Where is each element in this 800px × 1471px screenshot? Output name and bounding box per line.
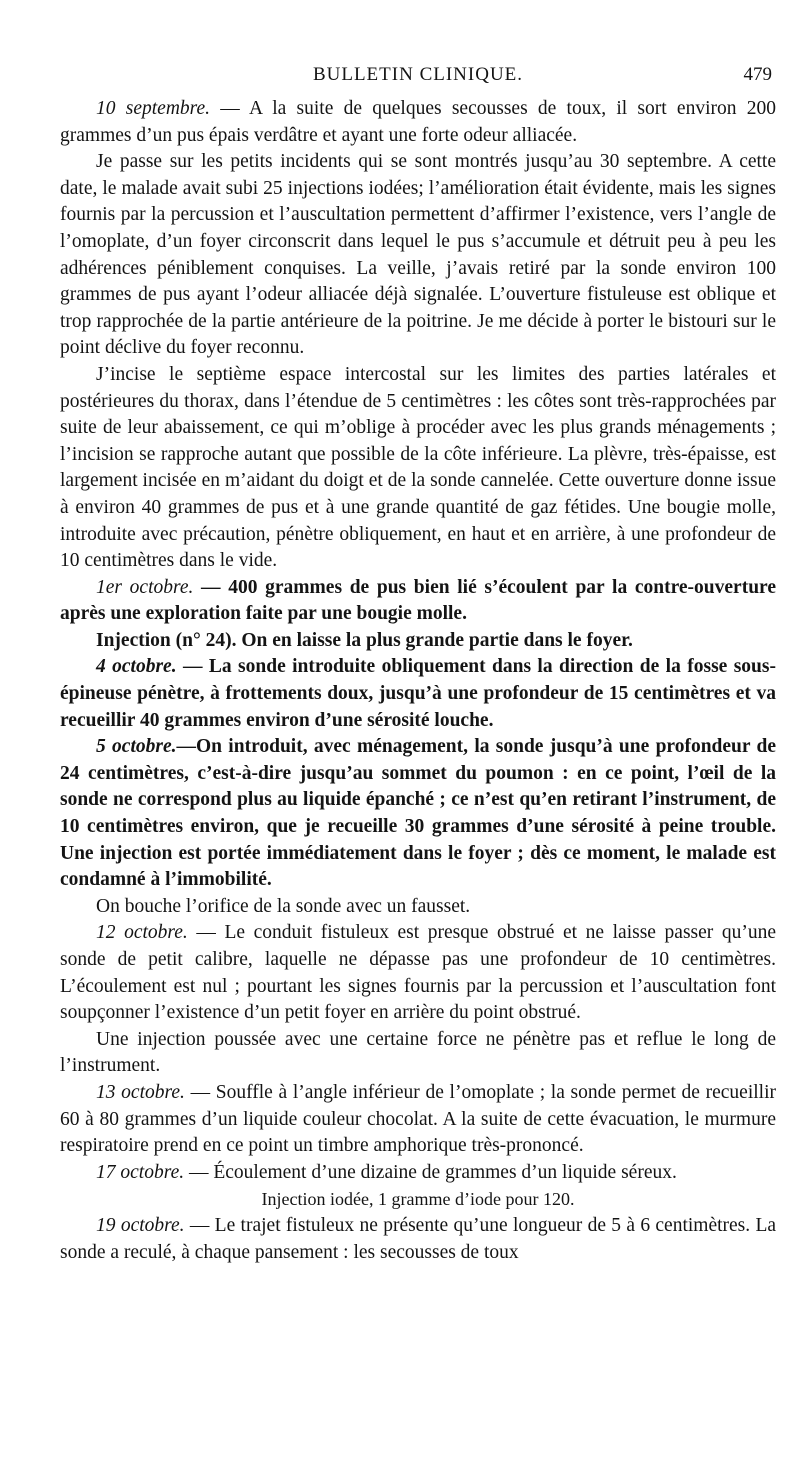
- paragraph-text: — Écoulement d’une dizaine de grammes d’un liquide séreux.: [184, 1161, 677, 1183]
- paragraph: [60, 1160, 776, 1187]
- paragraph: [60, 96, 776, 149]
- paragraph: [60, 654, 776, 734]
- paragraph-text: — Souffle à l’angle inférieur de l’omoplate ; la sonde permet de recueillir 60 à 80 grammes d’un liquide couleur chocolat. A la suite de cette évacuation, le murmure respiratoire prend en ce point un timbre amphorique très-prononcé.: [60, 1081, 776, 1157]
- paragraph: [60, 149, 776, 362]
- paragraph: [60, 1080, 776, 1160]
- paragraph-text: — A la suite de quelques secousses de toux, il sort environ 200 grammes d’un pus épais verdâtre et ayant une forte odeur alliacée.: [60, 98, 776, 146]
- paragraph-text: Une injection poussée avec une certaine force ne pénètre pas et reflue le long de l’instrument.: [60, 1028, 776, 1077]
- paragraph: [60, 734, 776, 894]
- paragraph-text: — La sonde introduite obliquement dans la direction de la fosse sous-épineuse pénètre, à frottements doux, jusqu’à une profondeur de 15 centimètres et va recueillir 40 grammes environ d’une sérosité louche.: [60, 656, 776, 731]
- paragraph: [60, 1186, 776, 1213]
- page-header: [60, 64, 776, 90]
- entry-date: 10 septembre.: [96, 98, 211, 119]
- paragraph: [60, 894, 776, 921]
- paragraph-text: Injection (n° 24). On en laisse la plus grande partie dans le foyer.: [96, 629, 633, 651]
- paragraph: [60, 1213, 776, 1266]
- paragraph-text: J’incise le septième espace intercostal sur les limites des parties latérales et postérieures du thorax, dans l’étendue de 5 centimètres : les côtes sont très-rapprochées par suite de leur abaissement, ce qui m’oblige à procéder avec les plus grands ménagements ; l’incision se rapproche autant que possible de la côte inférieure. La plèvre, très-épaisse, est largement incisée en m’aidant du doigt et de la sonde cannelée. Cette ouverture donne issue à environ 40 grammes de pus et à une grande quantité de gaz fétides. Une bougie molle, introduite avec précaution, pénètre obliquement, en haut et en arrière, à une profondeur de 10 centimètres dans le vide.: [60, 363, 776, 572]
- paragraph-text: —On introduit, avec ménagement, la sonde jusqu’à une profondeur de 24 centimètres, c’est-à-dire jusqu’au sommet du poumon : en ce point, l’œil de la sonde ne correspond plus au liquide épanché ; ce n’est qu’en retirant l’instrument, de 10 centimètres environ, que je recueille 30 grammes d’une sérosité à peine trouble. Une injection est portée immédiatement dans le foyer ; dès ce moment, le malade est condamné à l’immobilité.: [60, 736, 776, 891]
- entry-date: 19 octobre.: [96, 1214, 185, 1236]
- paragraph-text: — 400 grammes de pus bien lié s’écoulent par la contre-ouverture après une exploration faite par une bougie molle.: [60, 576, 777, 625]
- body-text: [60, 96, 776, 1266]
- paragraph: [60, 1027, 776, 1080]
- paragraph-text: — Le trajet fistuleux ne présente qu’une longueur de 5 à 6 centimètres. La sonde a reculé, à chaque pansement : les secousses de toux: [60, 1214, 777, 1263]
- paragraph-text: On bouche l’orifice de la sonde avec un fausset.: [96, 895, 471, 917]
- paragraph-text: — Le conduit fistuleux est presque obstrué et ne laisse passer qu’une sonde de petit calibre, laquelle ne dépasse pas une profondeur de 10 centimètres. L’écoulement est nul ; pourtant les signes fournis par la percussion et l’auscultation font soupçonner l’existence d’un petit foyer en arrière du point obstrué.: [60, 922, 777, 1024]
- paragraph: [60, 575, 776, 628]
- entry-date: 4 octobre.: [96, 656, 177, 678]
- entry-date: 13 octobre.: [96, 1081, 185, 1103]
- entry-date: 1er octobre.: [96, 576, 194, 598]
- paragraph: [60, 920, 776, 1026]
- running-title: BULLETIN CLINIQUE.: [312, 64, 524, 85]
- entry-date: 17 octobre.: [96, 1161, 185, 1183]
- paragraph: [60, 362, 776, 575]
- page-number: 479: [743, 64, 772, 85]
- paragraph: [60, 628, 776, 655]
- paragraph-text: Je passe sur les petits incidents qui se sont montrés jusqu’au 30 septembre. A cette date, le malade avait subi 25 injections iodées; l’amélioration était évidente, mais les signes fournis par la percussion et l’auscultation permettent d’affirmer l’existence, vers l’angle de l’omoplate, d’un foyer circonscrit dans lequel le pus s’accumule et détruit peu à peu les adhérences péniblement conquises. La veille, j’avais retiré par la sonde environ 100 grammes de pus ayant l’odeur alliacée déjà signalée. L’ouverture fistuleuse est oblique et trop rapprochée de la partie antérieure de la poitrine. Je me décide à porter le bistouri sur le point déclive du foyer reconnu.: [60, 151, 776, 359]
- paragraph-text: Injection iodée, 1 gramme d’iode pour 120.: [261, 1189, 575, 1210]
- entry-date: 5 octobre.: [96, 736, 177, 758]
- entry-date: 12 octobre.: [96, 922, 188, 944]
